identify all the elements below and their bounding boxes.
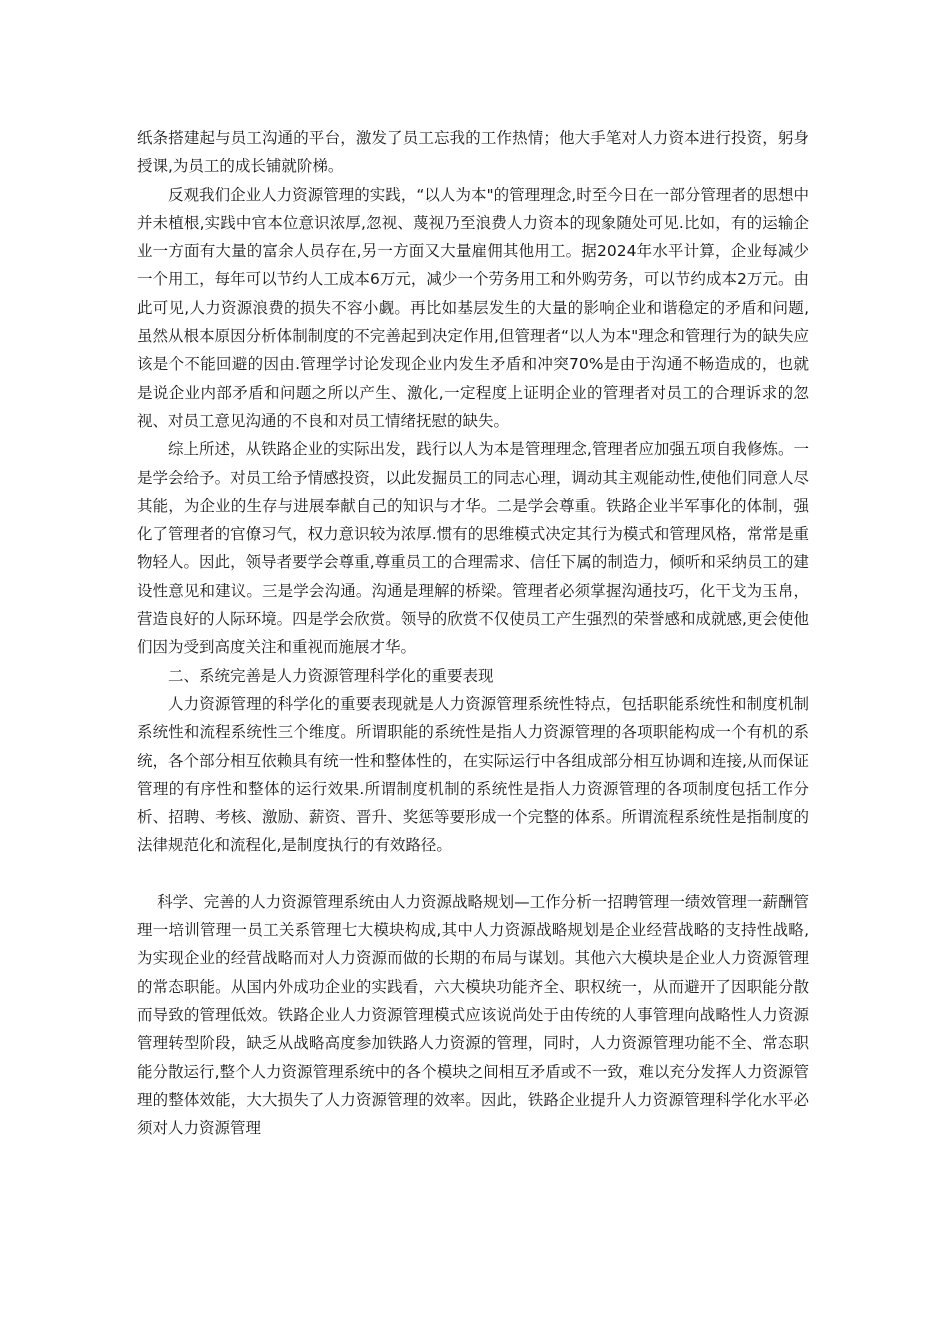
paragraph-modules: 科学、完善的人力资源管理系统由人力资源战略规划—工作分析一招聘管理一绩效管理一薪酬管理一培训管理一员工关系管理七大模块构成,其中人力资源战略规划是企业经营战略的支持性战略,为实现企业的经营战略而对人力资源而做的长期的布局与谋划。其他六大模块是企业人力资源管理的常态职能。从国内外成功企业的实践看，六大模块功能齐全、职权统一，从而避开了因职能分散而导致的管理低效。铁路企业人力资源管理模式应该说尚处于由传统的人事管理向战略性人力资源管理转型阶段，缺乏从战略高度参加铁路人力资源的管理，同时，人力资源管理功能不全、常态职能分散运行,整个人力资源管理系统中的各个模块之间相互矛盾或不一致，难以充分发挥人力资源管理的整体效能，大大损失了人力资源管理的效率。因此，铁路企业提升人力资源管理科学化水平必须对人力资源管理	[137, 892, 809, 1138]
paragraph-summary: 综上所述，从铁路企业的实际出发，践行以人为本是管理理念,管理者应加强五项自我修炼。一是学会给予。对员工给予情感投资，以此发掘员工的同志心理，调动其主观能动性,使他们同意人尽其能，为企业的生存与进展奉献自己的知识与才华。二是学会尊重。铁路企业半军事化的体制，强化了管理者的官僚习气，权力意识较为浓厚.惯有的思维模式决定其行为模式和管理风格，常常是重物轻人。因此，领导者要学会尊重,尊重员工的合理需求、信任下属的制造力，倾听和采纳员工的建设性意见和建议。三是学会沟通。沟通是理解的桥梁。管理者必须掌握沟通技巧，化干戈为玉帛，营造良好的人际环境。四是学会欣赏。领导的欣赏不仅使员工产生强烈的荣誉感和成就感,更会使他们因为受到高度关注和重视而施展才华。	[137, 440, 809, 657]
paragraph-gap	[137, 860, 809, 888]
paragraph-continuation: 纸条搭建起与员工沟通的平台，激发了员工忘我的工作热情；他大手笔对人力资本进行投资，躬身授课,为员工的成长铺就阶梯。	[137, 129, 809, 176]
section-heading: 二、系统完善是人力资源管理科学化的重要表现	[168, 666, 494, 685]
document-body	[137, 124, 809, 1142]
paragraph-people-oriented: 反观我们企业人力资源管理的实践，“以人为本"的管理理念,时至今日在一部分管理者的思想中并未植根,实践中官本位意识浓厚,忽视、蔑视乃至浪费人力资本的现象随处可见.比如，有的运输企业一方面有大量的富余人员存在,另一方面又大量雇佣其他用工。据2024年水平计算，企业每减少一个用工，每年可以节约人工成本6万元，减少一个劳务用工和外购劳务，可以节约成本2万元。由此可见,人力资源浪费的损失不容小觑。再比如基层发生的大量的影响企业和谐稳定的矛盾和问题,虽然从根本原因分析体制制度的不完善起到决定作用,但管理者“以人为本"理念和管理行为的缺失应该是个不能回避的因由.管理学讨论发现企业内发生矛盾和冲突70%是由于沟通不畅造成的，也就是说企业内部矛盾和问题之所以产生、激化,一定程度上证明企业的管理者对员工的合理诉求的忽视、对员工意见沟通的不良和对员工情绪抚慰的缺失。	[137, 185, 809, 430]
paragraph-systematic: 人力资源管理的科学化的重要表现就是人力资源管理系统性特点，包括职能系统性和制度机制系统性和流程系统性三个维度。所谓职能的系统性是指人力资源管理的各项职能构成一个有机的系统，各个部分相互依赖具有统一性和整体性的，在实际运行中各组成部分相互协调和连接,从而保证管理的有序性和整体的运行效果.所谓制度机制的系统性是指人力资源管理的各项制度包括工作分析、招聘、考核、激励、薪资、晋升、奖惩等要形成一个完整的体系。所谓流程系统性是指制度的法律规范化和流程化,是制度执行的有效路径。	[137, 694, 809, 855]
